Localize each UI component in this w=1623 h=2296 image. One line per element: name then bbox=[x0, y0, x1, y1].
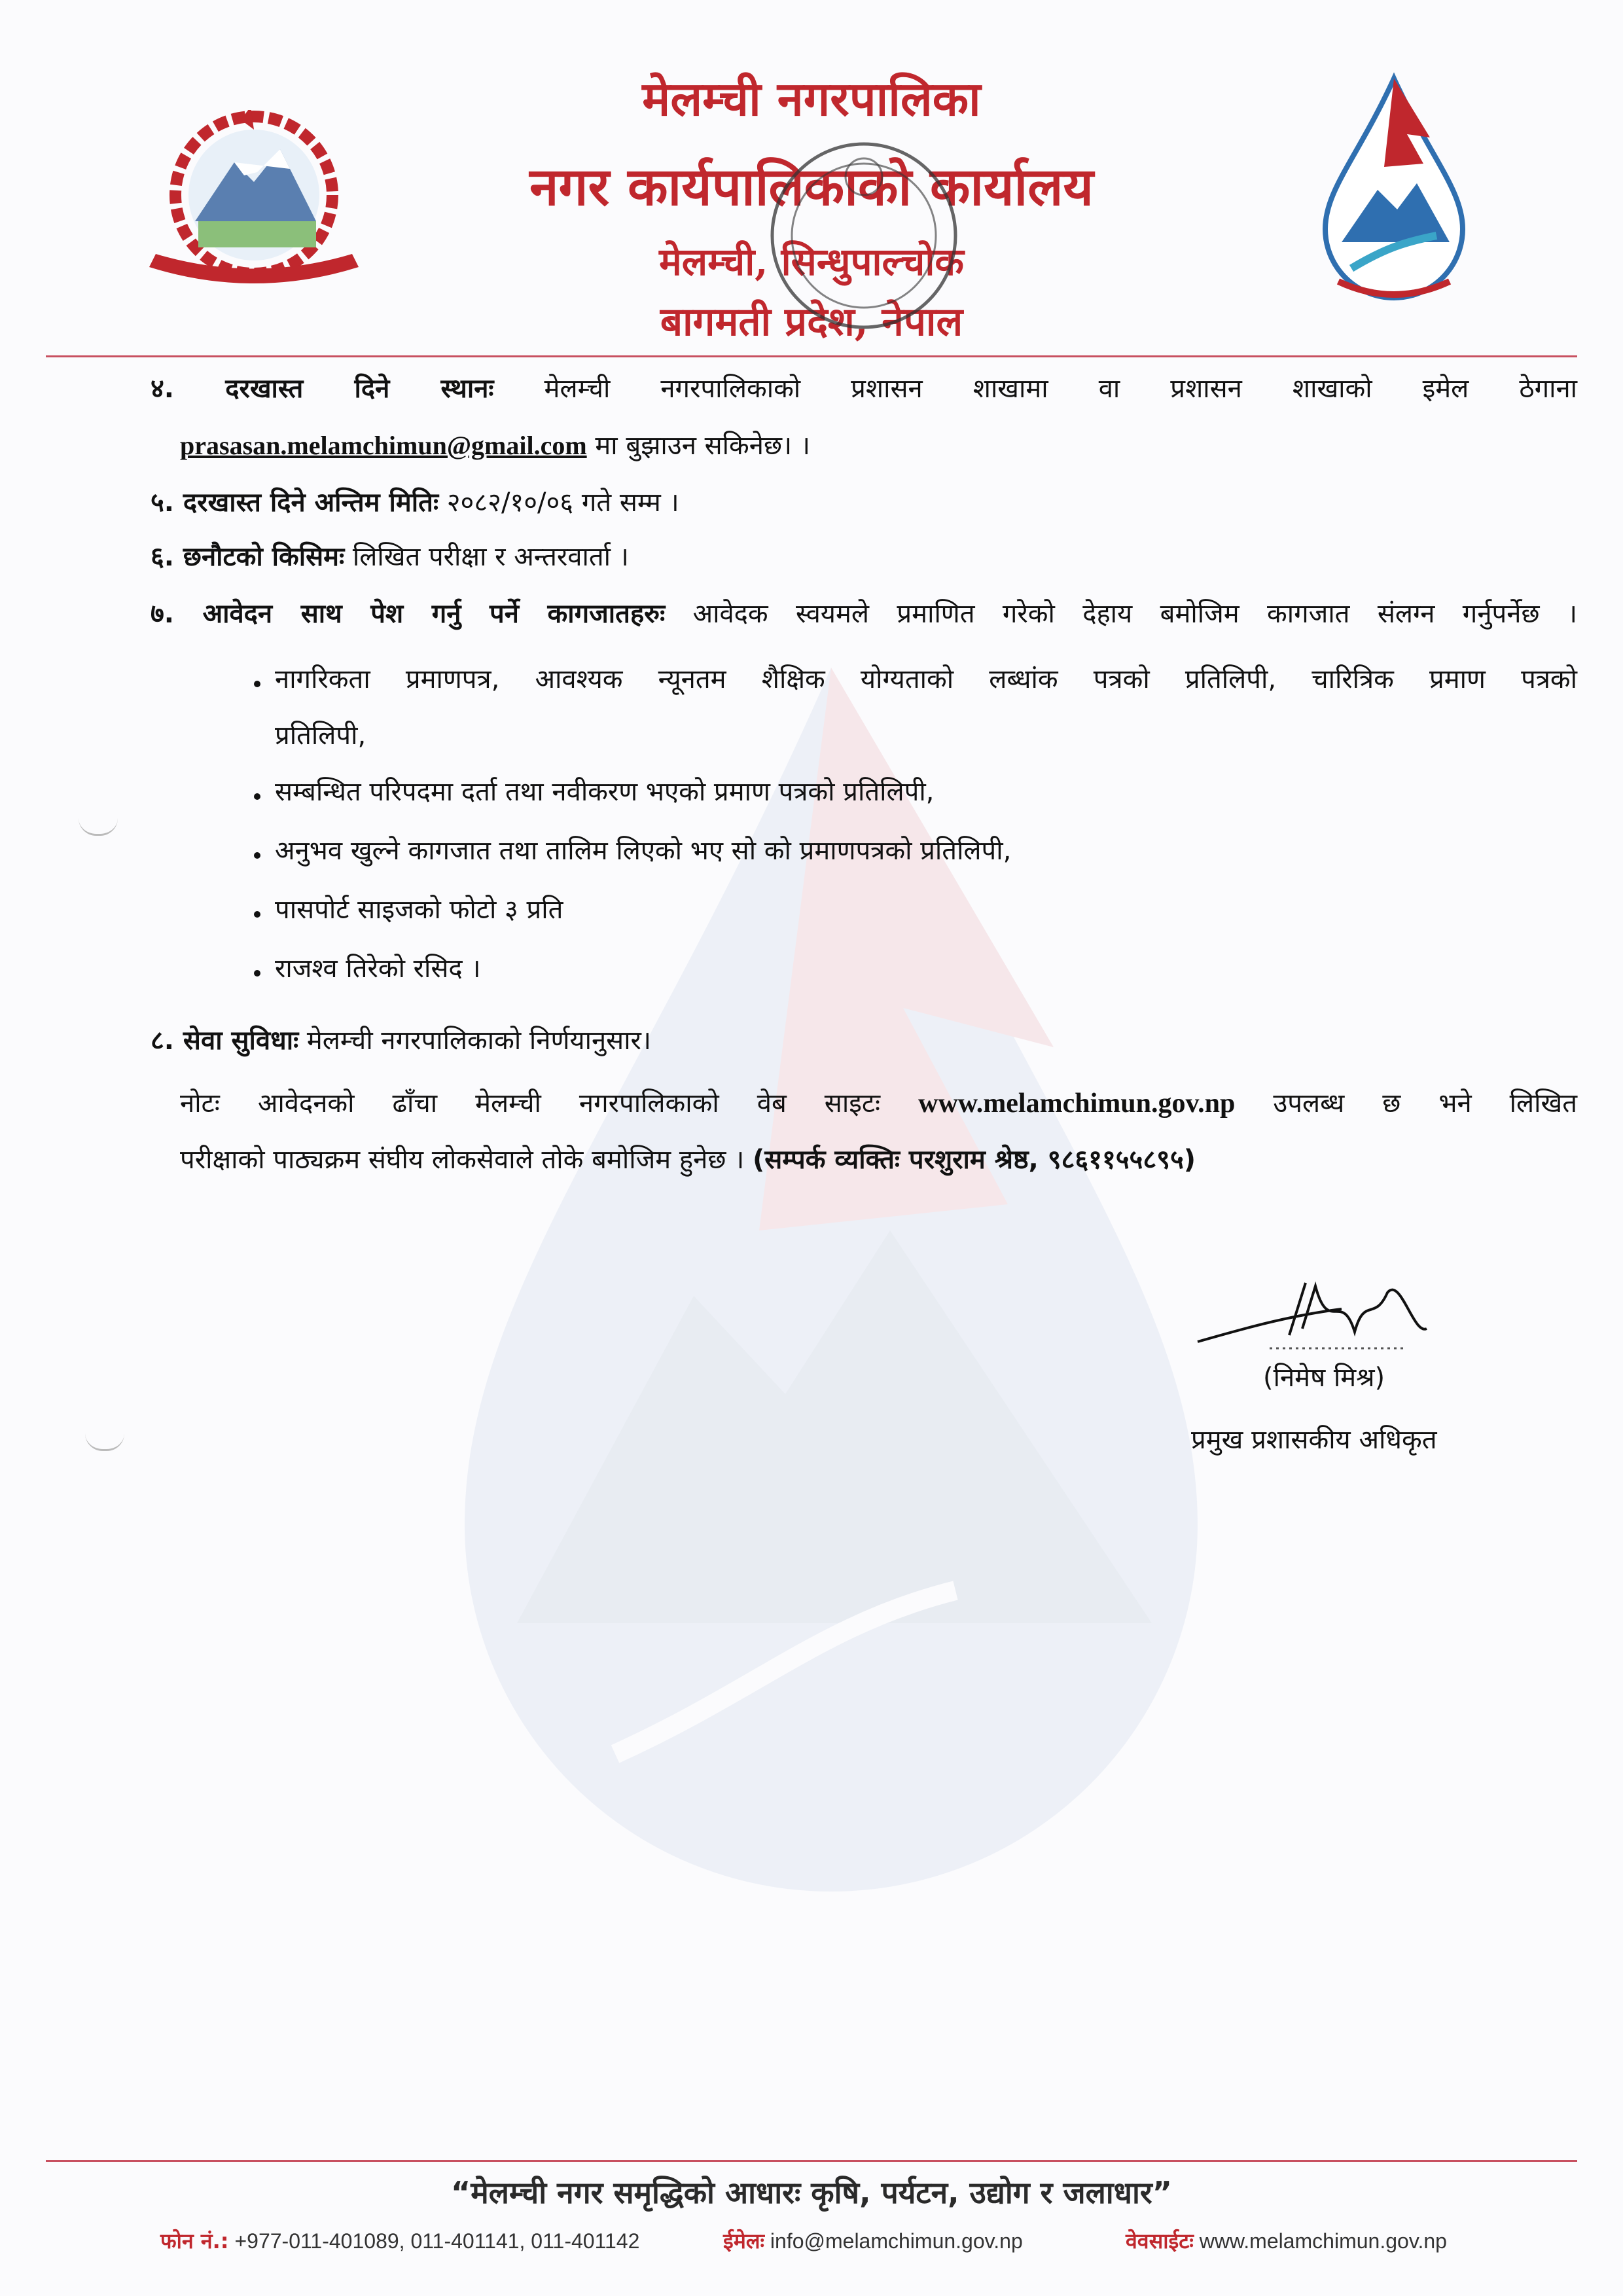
item-5-label: ५. दरखास्त दिने अन्तिम मितिः bbox=[151, 488, 439, 518]
municipality-title: मेलम्ची नगरपालिका bbox=[642, 71, 981, 126]
paper-mark bbox=[85, 1433, 124, 1451]
website-url: www.melamchimun.gov.np bbox=[1199, 2229, 1447, 2253]
footer-phone bbox=[160, 2227, 639, 2255]
office-location: मेलम्ची, सिन्धुपाल्चोक bbox=[659, 240, 964, 284]
signatory-title: प्रमुख प्रशासकीय अधिकृत bbox=[1191, 1425, 1437, 1455]
bullet-item-5: राजश्व तिरेको रसिद । bbox=[275, 954, 481, 984]
email-address: info@melamchimun.gov.np bbox=[770, 2229, 1023, 2253]
footer-website bbox=[1126, 2227, 1447, 2255]
paper-mark bbox=[79, 818, 118, 836]
item-6 bbox=[151, 540, 629, 574]
header-divider bbox=[46, 355, 1577, 357]
item-5 bbox=[151, 486, 679, 520]
item-4 bbox=[151, 372, 1577, 406]
bullet-item-3: अनुभव खुल्ने कागजात तथा तालिम लिएको भए सो को प्रमाणपत्रको प्रतिलिपी, bbox=[275, 836, 1012, 866]
footer-divider bbox=[46, 2160, 1577, 2162]
note-website: www.melamchimun.gov.np bbox=[918, 1088, 1236, 1119]
note-text-2: उपलब्ध छ भने लिखित bbox=[1273, 1088, 1578, 1119]
footer-email bbox=[723, 2227, 1023, 2255]
watermark-logo-icon bbox=[366, 641, 1296, 1918]
note-contact: (सम्पर्क व्यक्तिः परशुराम श्रेष्ठ, ९८६११५५८९५) bbox=[752, 1145, 1196, 1175]
bullet-dot bbox=[254, 970, 260, 977]
email-label: ईमेलः bbox=[723, 2229, 765, 2253]
bullet-dot bbox=[254, 681, 260, 687]
office-province: बागमती प्रदेश, नेपाल bbox=[660, 299, 963, 345]
note-text-3: परीक्षाको पाठ्यक्रम संघीय लोकसेवाले तोके बमोजिम हुनेछ । bbox=[180, 1145, 745, 1175]
note-label: नोटः bbox=[180, 1088, 220, 1119]
office-title: नगर कार्यपालिकाको कार्यालय bbox=[529, 156, 1094, 217]
bullet-item-4: पासपोर्ट साइजको फोटो ३ प्रति bbox=[275, 895, 563, 925]
website-label: वेवसाईटः bbox=[1126, 2229, 1194, 2253]
signature-mark bbox=[1191, 1257, 1453, 1355]
note-line-2 bbox=[180, 1143, 1196, 1177]
item-8-text: मेलम्ची नगरपालिकाको निर्णयानुसार। bbox=[306, 1026, 652, 1056]
office-stamp-icon bbox=[759, 131, 969, 340]
note-text-1: आवेदनको ढाँचा मेलम्ची नगरपालिकाको वेब साइटः bbox=[257, 1088, 881, 1119]
bullet-item-1-cont: प्रतिलिपी, bbox=[275, 721, 366, 751]
item-4-cont bbox=[180, 429, 810, 463]
bullet-dot bbox=[254, 911, 260, 918]
phone-numbers: +977-011-401089, 011-401141, 011-401142 bbox=[234, 2229, 640, 2253]
bullet-item-2: सम्बन्धित परिपदमा दर्ता तथा नवीकरण भएको प्रमाण पत्रको प्रतिलिपी, bbox=[275, 777, 935, 807]
item-4-label: ४. दरखास्त दिने स्थानः bbox=[151, 374, 494, 404]
item-4-text: मेलम्ची नगरपालिकाको प्रशासन शाखामा वा प्रशासन शाखाको इमेल ठेगाना bbox=[544, 374, 1578, 404]
bullet-item-1: नागरिकता प्रमाणपत्र, आवश्यक न्यूनतम शैक्षिक योग्यताको लब्धांक पत्रको प्रतिलिपी, चारित्रिक प्रमाण पत्रको bbox=[275, 664, 1577, 694]
item-6-text: लिखित परीक्षा र अन्तरवार्ता । bbox=[352, 542, 629, 572]
item-6-label: ६. छनौटको किसिमः bbox=[151, 542, 345, 572]
item-7-label: ७. आवेदन साथ पेश गर्नु पर्ने कागजातहरुः bbox=[151, 599, 666, 629]
application-email: prasasan.melamchimun@gmail.com bbox=[180, 431, 587, 460]
footer-slogan: “मेलम्ची नगर समृद्धिको आधारः कृषि, पर्यटन, उद्योग र जलाधार” bbox=[451, 2175, 1172, 2210]
item-7 bbox=[151, 597, 1577, 631]
item-4-text-2: मा बुझाउन सकिनेछ। । bbox=[595, 431, 811, 461]
item-8 bbox=[151, 1024, 651, 1058]
item-8-label: ८. सेवा सुविधाः bbox=[151, 1026, 299, 1056]
item-7-text: आवेदक स्वयमले प्रमाणित गरेको देहाय बमोजिम कागजात संलग्न गर्नुपर्नेछ । bbox=[692, 599, 1578, 629]
bullet-dot bbox=[254, 793, 260, 800]
item-5-text: २०८२/१०/०६ गते सम्म । bbox=[446, 488, 679, 518]
signatory-name: (निमेष मिश्र) bbox=[1263, 1363, 1385, 1393]
phone-label: फोन नं.: bbox=[160, 2229, 229, 2253]
note-line-1 bbox=[180, 1086, 1577, 1121]
bullet-dot bbox=[254, 852, 260, 859]
